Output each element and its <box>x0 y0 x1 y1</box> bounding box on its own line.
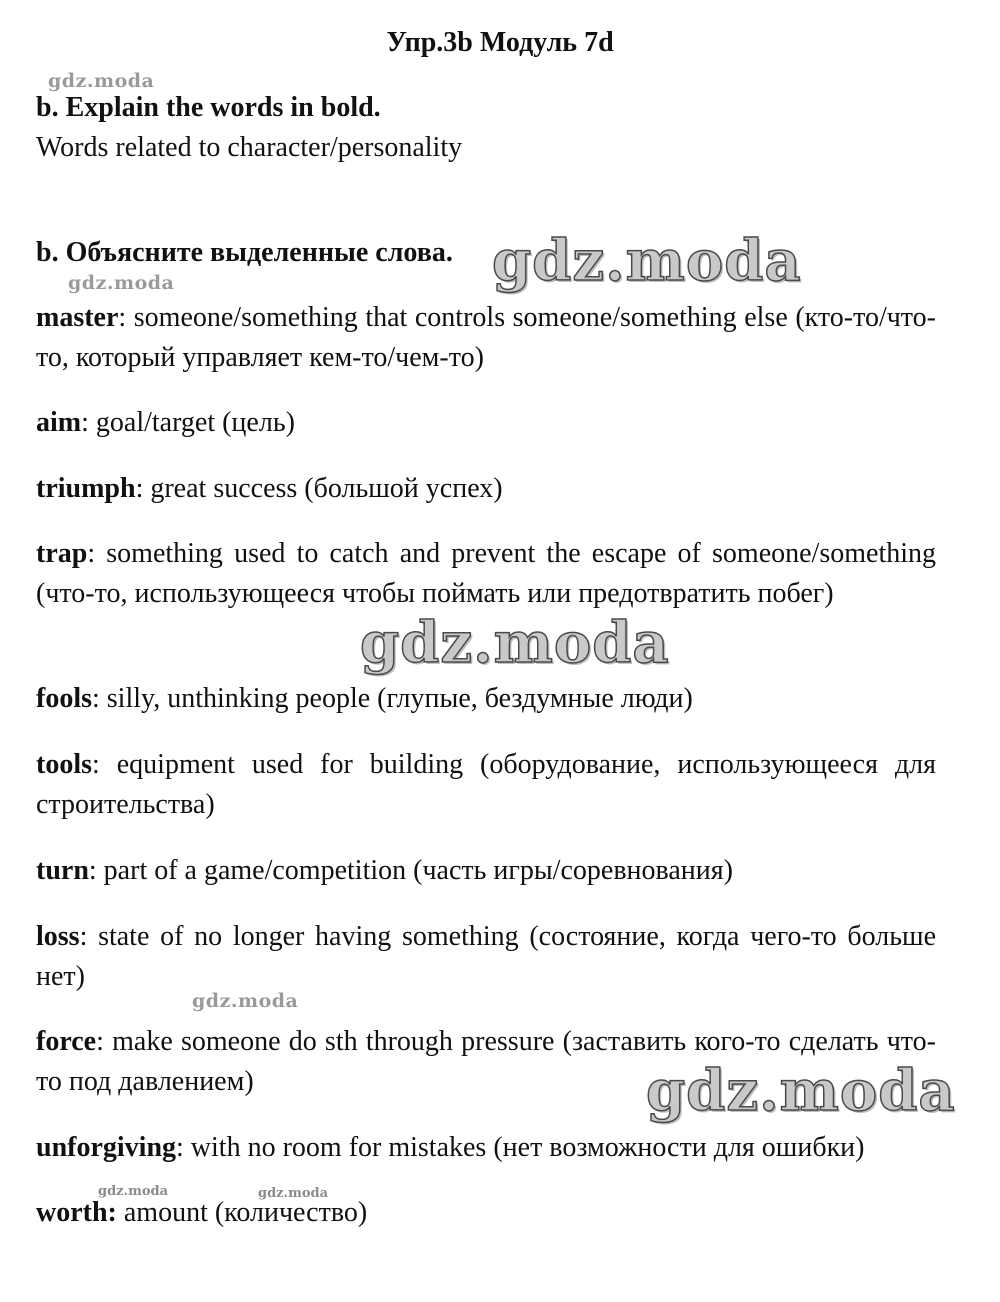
entry-term: master <box>36 302 119 333</box>
entry-fools <box>36 679 936 719</box>
entry-term: aim <box>36 407 82 438</box>
subheading-english: Words related to character/personality <box>36 132 463 163</box>
watermark: gdz.moda <box>68 272 175 294</box>
entry-loss <box>36 917 936 997</box>
entry-aim <box>36 403 936 443</box>
entry-definition: : goal/target (цель) <box>81 407 295 438</box>
watermark: gdz.moda <box>360 610 670 676</box>
entry-definition: : something used to catch and prevent the escape of someone/something (что-то, использующееся чтобы поймать или предотвратить побег) <box>36 538 936 609</box>
heading-russian: b. Объясните выделенные слова. <box>36 237 453 268</box>
entry-term: triumph <box>36 473 136 504</box>
watermark: gdz.moda <box>192 990 299 1012</box>
entry-trap <box>36 534 936 614</box>
heading-english: b. Explain the words in bold. <box>36 92 381 123</box>
watermark: gdz.moda <box>48 70 155 92</box>
entry-term: unforgiving <box>36 1132 177 1163</box>
entry-definition: : equipment used for building (оборудование, использующееся для строительства) <box>36 749 936 820</box>
entry-term: trap <box>36 538 88 569</box>
entry-term: fools <box>36 683 92 714</box>
page-title: Упр.3b Модуль 7d <box>386 27 614 58</box>
entry-triumph <box>36 469 936 509</box>
entry-term: turn <box>36 855 89 886</box>
entry-definition: : part of a game/competition (часть игры/соревнования) <box>88 855 733 886</box>
entry-definition: : someone/something that controls someone/something else (кто-то/что-то, который управляет кем-то/чем-то) <box>36 302 936 373</box>
entry-definition: : with no room for mistakes (нет возможности для ошибки) <box>176 1132 865 1163</box>
entry-definition: : silly, unthinking people (глупые, бездумные люди) <box>92 683 693 714</box>
entry-term: worth: <box>36 1197 117 1228</box>
entry-term: force <box>36 1026 97 1057</box>
watermark: gdz.moda <box>492 228 802 294</box>
entry-definition: : state of no longer having something (состояние, когда чего-то больше нет) <box>36 921 936 992</box>
entry-worth <box>36 1193 936 1233</box>
entry-definition: : great success (большой успех) <box>135 473 503 504</box>
entry-master <box>36 298 936 378</box>
entry-term: tools <box>36 749 92 780</box>
watermark: gdz.moda <box>98 1184 169 1199</box>
entry-unforgiving <box>36 1128 936 1168</box>
entry-turn <box>36 851 936 891</box>
entry-term: loss <box>36 921 80 952</box>
entry-definition: : make someone do sth through pressure (заставить кого-то сделать что-то под давлением) <box>36 1026 936 1097</box>
watermark: gdz.moda <box>258 1186 329 1201</box>
entry-definition: amount (количество) <box>116 1197 368 1228</box>
watermark: gdz.moda <box>646 1058 956 1124</box>
entry-tools <box>36 745 936 825</box>
